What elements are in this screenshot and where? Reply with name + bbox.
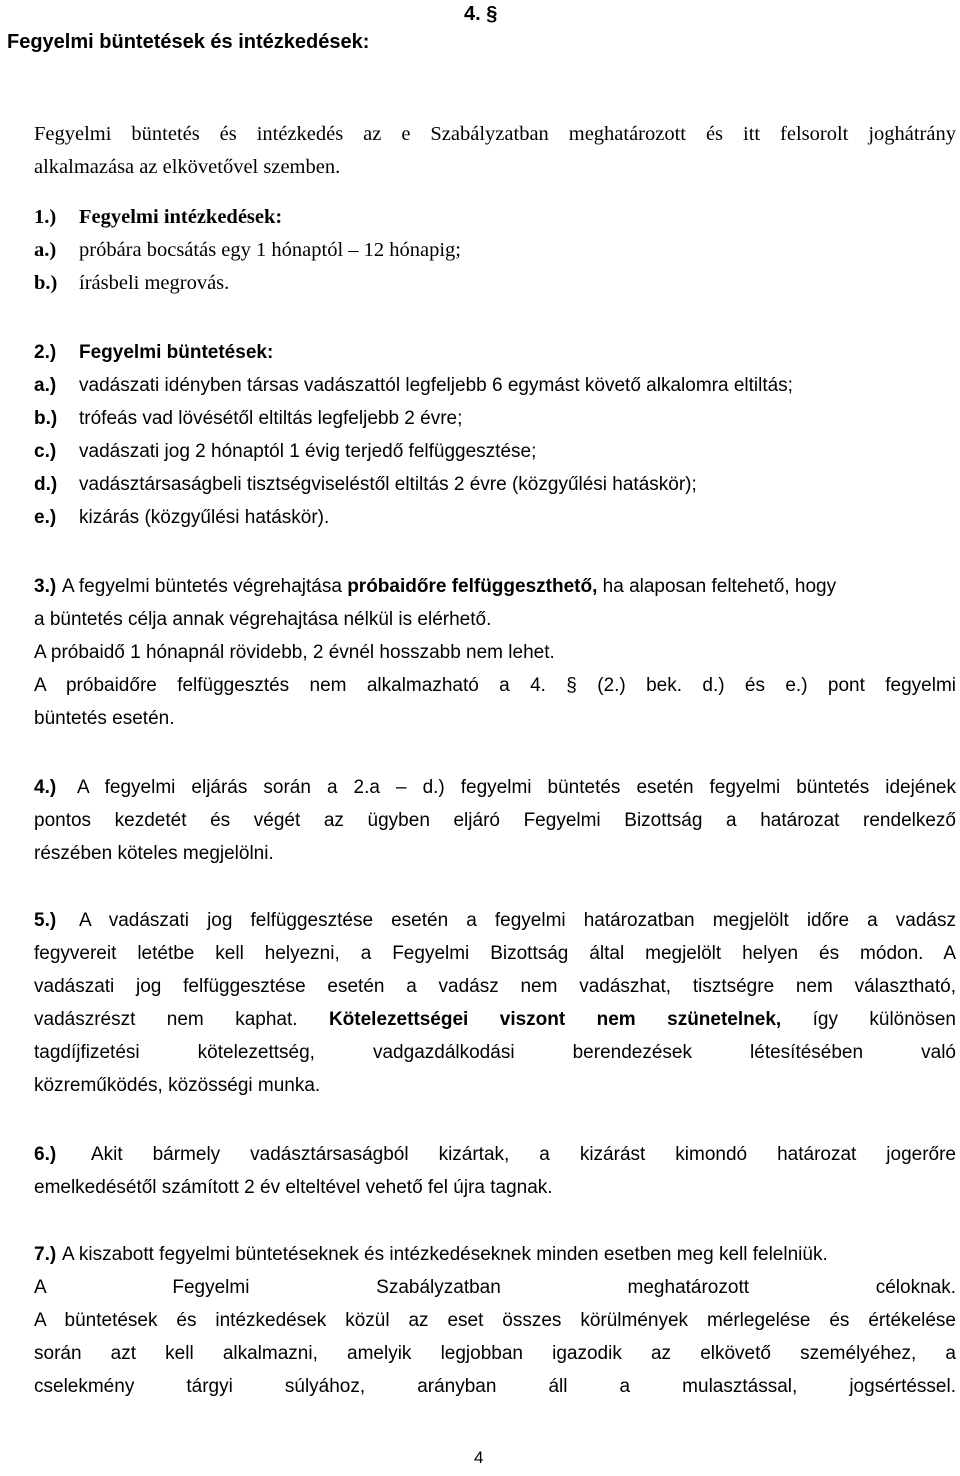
section-number: 4. § xyxy=(464,3,498,25)
paragraph-line: vadászati jog felfüggesztése esetén a vadász nem vadászhat, tisztségre nem választható, xyxy=(34,976,956,997)
text-run: A vadászati jog felfüggesztése esetén a fegyelmi határozatban megjelölt időre a vadász xyxy=(79,910,956,931)
paragraph-line: büntetés esetén. xyxy=(34,708,175,729)
list-item xyxy=(34,501,956,534)
text-run: A kiszabott fegyelmi büntetéseknek és intézkedéseknek minden esetben meg kell felelniük. xyxy=(62,1244,828,1265)
item-label: c.) xyxy=(34,441,57,462)
item-label: b.) xyxy=(34,272,58,294)
item-text: kizárás (közgyűlési hatáskör). xyxy=(79,507,330,528)
paragraph-6 xyxy=(34,1138,956,1204)
item-text: írásbeli megrovás. xyxy=(79,272,230,294)
paragraph-line: tagdíjfizetési kötelezettség, vadgazdálkodási berendezések létesítésében való xyxy=(34,1042,956,1063)
paragraph-line: A próbaidő 1 hónapnál rövidebb, 2 évnél hosszabb nem lehet. xyxy=(34,642,555,663)
paragraph-4 xyxy=(34,771,956,870)
item-label: e.) xyxy=(34,507,57,528)
page-heading: Fegyelmi büntetések és intézkedések: xyxy=(7,31,370,53)
text-run: A fegyelmi büntetés végrehajtása xyxy=(62,576,348,597)
paragraph-label: 5.) xyxy=(34,910,57,931)
penalties-list xyxy=(34,336,956,534)
item-label: a.) xyxy=(34,239,57,261)
paragraph-line xyxy=(34,1238,956,1271)
item-label: a.) xyxy=(34,375,57,396)
item-text: vadásztársaságbeli tisztségviseléstől eltiltás 2 évre (közgyűlési hatáskör); xyxy=(79,474,697,495)
paragraph-label: 4.) xyxy=(34,777,57,798)
paragraph-line xyxy=(34,904,956,937)
paragraph-line xyxy=(34,570,956,603)
paragraph-line: közreműködés, közösségi munka. xyxy=(34,1075,321,1096)
paragraph-line: A Fegyelmi Szabályzatban meghatározott céloknak. xyxy=(34,1277,956,1298)
item-label: b.) xyxy=(34,408,58,429)
list-item xyxy=(34,402,956,435)
paragraph-line: részében köteles megjelölni. xyxy=(34,843,274,864)
paragraph-line: a büntetés célja annak végrehajtása nélkül is elérhető. xyxy=(34,609,492,630)
item-text: vadászati idényben társas vadászattól legfeljebb 6 egymást követő alkalomra eltiltás; xyxy=(79,375,793,396)
list-item xyxy=(34,267,956,300)
paragraph-label: 3.) xyxy=(34,576,57,597)
paragraph-line: A büntetések és intézkedések közül az eset összes körülmények mérlegelése és értékelése xyxy=(34,1310,956,1331)
emphasis-text: Kötelezettségei viszont nem szünetelnek, xyxy=(328,1009,782,1030)
item-text: vadászati jog 2 hónaptól 1 évig terjedő felfüggesztése; xyxy=(79,441,537,462)
intro-line: Fegyelmi büntetés és intézkedés az e Szabályzatban meghatározott és itt felsorolt joghátrány xyxy=(34,123,956,145)
text-run: így különösen xyxy=(781,1009,956,1030)
item-label: d.) xyxy=(34,474,58,495)
list-header xyxy=(34,201,956,234)
list-item xyxy=(34,234,956,267)
paragraph-line: A próbaidőre felfüggesztés nem alkalmazható a 4. § (2.) bek. d.) és e.) pont fegyelmi xyxy=(34,675,956,696)
item-text: trófeás vad lövésétől eltiltás legfeljebb 2 évre; xyxy=(79,408,463,429)
text-run: ha alaposan feltehető, hogy xyxy=(597,576,837,597)
list-number: 2.) xyxy=(34,342,57,363)
paragraph-line: során azt kell alkalmazni, amelyik legjobban igazodik az elkövető személyéhez, a xyxy=(34,1343,956,1364)
paragraph-line xyxy=(34,1003,956,1036)
intro-paragraph xyxy=(34,118,956,184)
list-item xyxy=(34,369,956,402)
intro-line: alkalmazása az elkövetővel szemben. xyxy=(34,156,341,178)
page-number: 4 xyxy=(474,1448,484,1467)
text-run: vadászrészt nem kaphat. xyxy=(34,1009,329,1030)
paragraph-3 xyxy=(34,570,956,735)
paragraph-line xyxy=(34,771,956,804)
paragraph-line: cselekmény tárgyi súlyához, arányban áll a mulasztással, jogsértéssel. xyxy=(34,1376,956,1397)
list-title: Fegyelmi intézkedések: xyxy=(79,206,283,228)
paragraph-7 xyxy=(34,1238,956,1403)
list-title: Fegyelmi büntetések: xyxy=(79,342,274,363)
paragraph-line: emelkedésétől számított 2 év elteltével vehető fel újra tagnak. xyxy=(34,1177,553,1198)
list-item xyxy=(34,468,956,501)
paragraph-label: 6.) xyxy=(34,1144,57,1165)
list-number: 1.) xyxy=(34,206,57,228)
list-header xyxy=(34,336,956,369)
paragraph-label: 7.) xyxy=(34,1244,57,1265)
paragraph-line: fegyvereit letétbe kell helyezni, a Fegyelmi Bizottság által megjelölt helyen és módon. A xyxy=(34,943,956,964)
measures-list xyxy=(34,201,956,300)
item-text: próbára bocsátás egy 1 hónaptól – 12 hónapig; xyxy=(79,239,462,261)
paragraph-line xyxy=(34,1138,956,1171)
text-run: A fegyelmi eljárás során a 2.a – d.) fegyelmi büntetés esetén fegyelmi büntetés idejének xyxy=(76,777,956,798)
list-item xyxy=(34,435,956,468)
text-run: Akit bármely vadásztársaságból kizártak, a kizárást kimondó határozat jogerőre xyxy=(90,1144,956,1165)
paragraph-5 xyxy=(34,904,956,1102)
paragraph-line: pontos kezdetét és végét az ügyben eljáró Fegyelmi Bizottság a határozat rendelkező xyxy=(34,810,956,831)
emphasis-text: próbaidőre felfüggeszthető, xyxy=(347,576,598,597)
